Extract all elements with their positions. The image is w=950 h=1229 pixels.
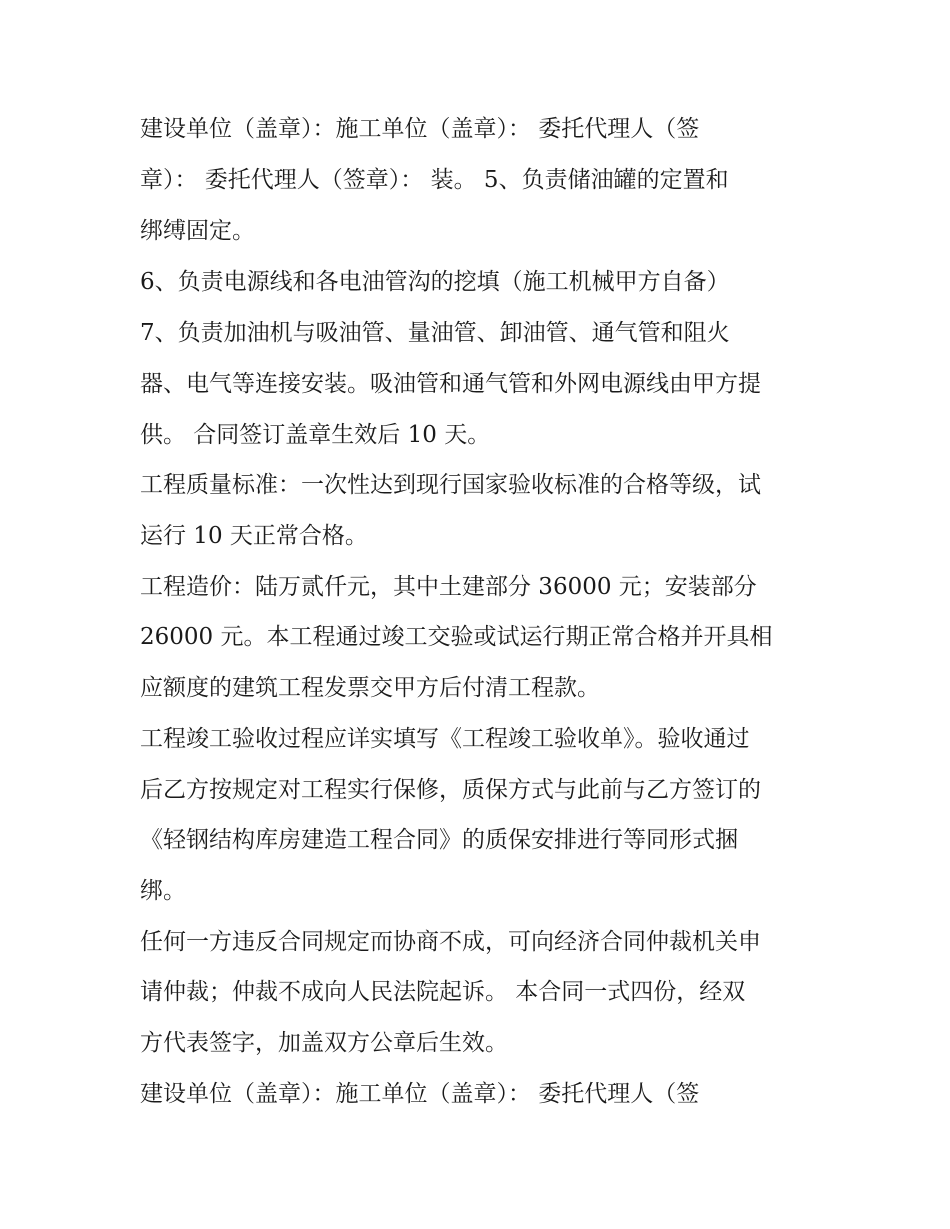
text-line: 工程竣工验收过程应详实填写《工程竣工验收单》。验收通过 <box>140 726 750 752</box>
text-line: 建设单位（盖章）：施工单位（盖章）： 委托代理人（签 <box>140 116 700 142</box>
text-line: 绑。 <box>140 878 186 904</box>
text-line: 6、负责电源线和各电油管沟的挖填（施工机械甲方自备） <box>140 269 730 295</box>
text-line: 应额度的建筑工程发票交甲方后付清工程款。 <box>140 675 600 701</box>
text-line: 工程质量标准：一次性达到现行国家验收标准的合格等级，试 <box>140 472 761 498</box>
text-line: 章）： 委托代理人（签章）： 装。 5、负责储油罐的定置和 <box>140 167 729 193</box>
text-line: 《轻钢结构库房建造工程合同》的质保安排进行等同形式捆 <box>140 827 738 853</box>
text-line: 7、负责加油机与吸油管、量油管、卸油管、通气管和阻火 <box>140 320 730 346</box>
text-line: 器、电气等连接安装。吸油管和通气管和外网电源线由甲方提 <box>140 371 761 397</box>
text-line: 运行 10 天正常合格。 <box>140 523 368 549</box>
text-line: 后乙方按规定对工程实行保修，质保方式与此前与乙方签订的 <box>140 777 761 803</box>
text-line: 方代表签字，加盖双方公章后生效。 <box>140 1030 508 1056</box>
text-line: 任何一方违反合同规定而协商不成，可向经济合同仲裁机关申 <box>140 929 761 955</box>
text-line: 建设单位（盖章）：施工单位（盖章）： 委托代理人（签 <box>140 1081 700 1107</box>
text-line: 26000 元。本工程通过竣工交验或试运行期正常合格并开具相 <box>140 624 773 650</box>
text-line: 工程造价：陆万贰仟元，其中土建部分 36000 元；安装部分 <box>140 574 757 600</box>
text-line: 绑缚固定。 <box>140 218 255 244</box>
text-line: 请仲裁；仲裁不成向人民法院起诉。 本合同一式四份，经双 <box>140 979 746 1005</box>
text-line: 供。 合同签订盖章生效后 10 天。 <box>140 422 491 448</box>
